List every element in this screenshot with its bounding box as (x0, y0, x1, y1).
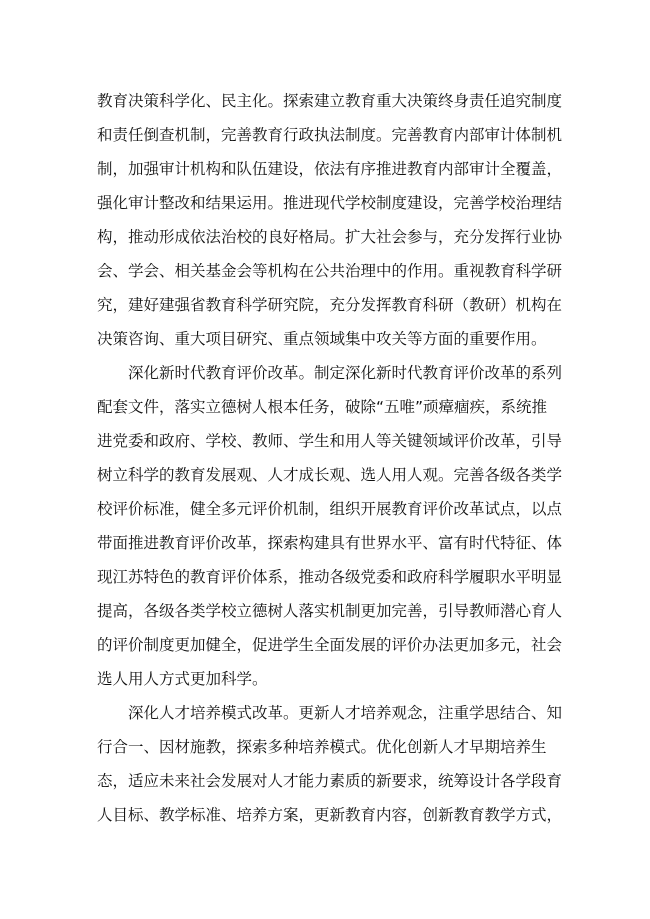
text-line: 会、学会、相关基金会等机构在公共治理中的作用。重视教育科学研 (97, 262, 563, 280)
text-line: 树立科学的教育发展观、人才成长观、选人用人观。完善各级各类学 (97, 466, 563, 484)
text-line: 究，建好建强省教育科学研究院，充分发挥教育科研（教研）机构在 (97, 296, 563, 314)
text-line: 决策咨询、重大项目研究、重点领域集中攻关等方面的重要作用。 (97, 330, 547, 348)
text-line: 教育决策科学化、民主化。探索建立教育重大决策终身责任追究制度 (97, 92, 563, 110)
text-line: 人目标、教学标准、培养方案，更新教育内容，创新教育教学方式， (97, 806, 563, 824)
text-line: 校评价标准，健全多元评价机制，组织开展教育评价改革试点，以点 (97, 500, 563, 518)
paragraph-first-line: 深化新时代教育评价改革。制定深化新时代教育评价改革的系列 (128, 364, 563, 382)
text-line: 提高，各级各类学校立德树人落实机制更加完善，引导教师潜心育人 (97, 602, 563, 620)
text-line: 配套文件，落实立德树人根本任务，破除“五唯”顽瘴痼疾，系统推 (97, 398, 548, 416)
text-line: 行合一、因材施教，探索多种培养模式。优化创新人才早期培养生 (97, 738, 547, 756)
paragraph-first-line: 深化人才培养模式改革。更新人才培养观念，注重学思结合、知 (128, 704, 563, 722)
text-line: 现江苏特色的教育评价体系，推动各级党委和政府科学履职水平明显 (97, 568, 563, 586)
text-line: 态，适应未来社会发展对人才能力素质的新要求，统筹设计各学段育 (97, 772, 563, 790)
text-line: 构，推动形成依法治校的良好格局。扩大社会参与，充分发挥行业协 (97, 228, 563, 246)
text-line: 的评价制度更加健全，促进学生全面发展的评价办法更加多元，社会 (97, 636, 563, 654)
text-line: 选人用人方式更加科学。 (97, 670, 268, 688)
document-body (97, 84, 563, 832)
text-line: 和责任倒查机制，完善教育行政执法制度。完善教育内部审计体制机 (97, 126, 563, 144)
text-line: 制，加强审计机构和队伍建设，依法有序推进教育内部审计全覆盖， (97, 160, 563, 178)
text-line: 带面推进教育评价改革，探索构建具有世界水平、富有时代特征、体 (97, 534, 563, 552)
text-line: 进党委和政府、学校、教师、学生和用人等关键领域评价改革，引导 (97, 432, 563, 450)
text-line: 强化审计整改和结果运用。推进现代学校制度建设，完善学校治理结 (97, 194, 563, 212)
